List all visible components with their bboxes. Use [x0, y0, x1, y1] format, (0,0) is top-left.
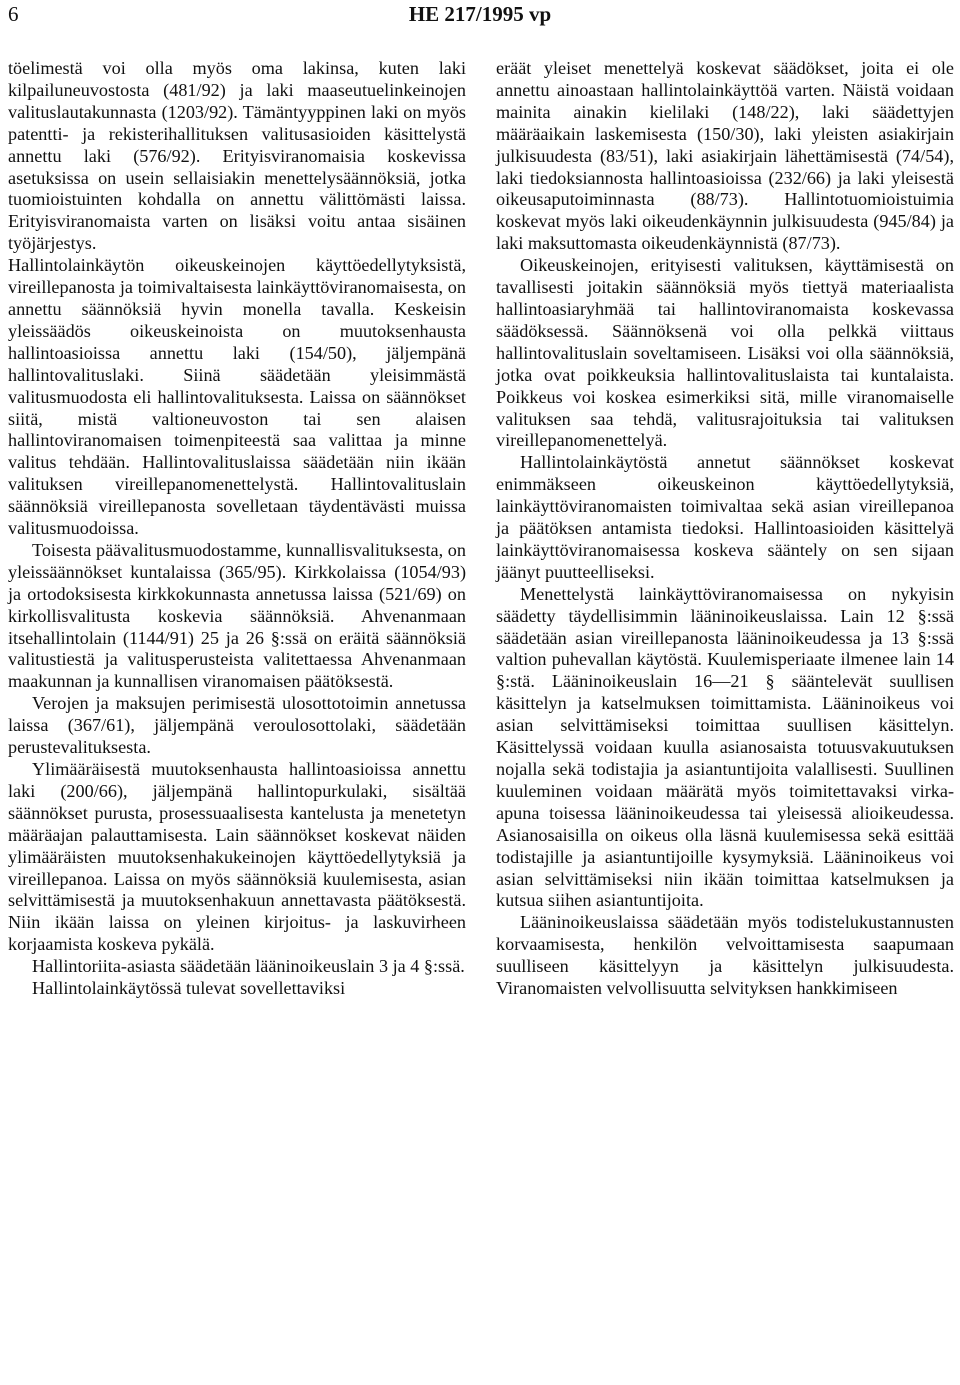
paragraph: Hallintolainkäytössä tulevat sovellettaviksi	[32, 978, 346, 999]
paragraph: Ylimääräisestä muutoksenhausta hallintoasioissa annettu laki (200/66), jäljempänä hallintopurkulaki, sisältää säännökset purusta, prosessuaalisesta kantelusta ja menetetyn määräajan palauttamisesta. Lain säännökset koskevat näiden ylimääräisten muutoksenhakukeinojen käyttöedellytyksiä ja vireillepanoa. Laissa on myös säännöksiä kuulemisesta, asian selvittämisestä ja muutoksenhakuun annettavasta päätöksestä. Niin ikään laissa on yleinen kirjoitus- ja laskuvirheen korjaamista koskeva pykälä.	[8, 759, 466, 955]
paragraph: Hallintolainkäytön oikeuskeinojen käyttöedellytyksistä, vireillepanosta ja toimivaltaisesta lainkäyttöviranomaisesta, on annettu säännöksiä hyvin monella tavalla. Keskeisin yleissäädös oikeuskeinoista on muutoksenhausta hallintoasioissa annettu laki (154/50), jäljempänä hallintovalituslaki. Siinä säädetään yleisimmästä valitusmuodosta eli hallintovalituksesta. Laissa on säännökset siitä, mistä valtioneuvoston tai sen alaisen hallintoviranomaisen toimenpiteestä saa valittaa ja minne valitus tehdään. Hallintovalituslaissa säädetään niin ikään valituksen vireillepanomenettelystä. Hallintovalituslain säännöksiä vireillepanosta sovelletaan täydentävästi muissa valitusmuodoissa.	[8, 255, 466, 539]
paragraph: Oikeuskeinojen, erityisesti valituksen, käyttämisestä on tavallisesti joitakin säännöksiä myös tiettyä materiaalista hallintoasiaryhmää tai hallintoviranomaista koskevassa säädöksessä. Säännöksenä voi olla pelkkä viittaus hallintovalituslain soveltamiseen. Lisäksi voi olla säännöksiä, jotka ovat poikkeuksia hallintovalituslaista tai kuntalaista. Poikkeus voi koskea esimerkiksi sitä, mille viranomaiselle valituksen saa tehdä, valitusrajoituksia tai valituksen vireillepanomenettelyä.	[496, 255, 954, 451]
page-header	[8, 2, 952, 30]
page-number: 6	[8, 2, 19, 26]
paragraph: Hallintoriita-asiasta säädetään lääninoikeuslain 3 ja 4 §:ssä.	[32, 956, 465, 977]
paragraph: Hallintolainkäytöstä annetut säännökset koskevat enimmäkseen oikeuskeinon käyttöedellytyksiä, lainkäyttöviranomaisten toimivaltaa sekä asian vireillepanoa ja päätöksen antamista tiedoksi. Hallintoasioiden käsittelyä lainkäyttöviranomaisessa koskeva sääntely on sen sijaan jäänyt puutteelliseksi.	[496, 452, 954, 582]
paragraph: Toisesta päävalitusmuodostamme, kunnallisvalituksesta, on yleissäännökset kuntalaissa (365/95). Kirkkolaissa (1054/93) ja ortodoksisesta kirkkokunnasta annetussa laissa (521/69) on kirkollisvalitusta koskevia säännöksiä. Ahvenanmaan itsehallintolain (1144/91) 25 ja 26 §:ssä on eräitä säännöksiä valitustiestä ja valitusperusteista valitettaessa Ahvenanmaan maakunnan ja kunnallisen viranomaisen päätöksestä.	[8, 539, 466, 692]
paragraph: Menettelystä lainkäyttöviranomaisessa on nykyisin säädetty täydellisimmin lääninoikeuslaissa. Lain 12 §:ssä säädetään asian vireillepanosta lääninoikeudessa ja 13 §:ssä valtion puhevallan käytöstä. Kuulemisperiaate ilmenee lain 14 §:stä. Lääninoikeuslain 16—21 § sääntelevät suullisen käsittelyn ja katselmuksen toimittamista. Lääninoikeus voi asian selvittämiseksi toimittaa suullisen käsittelyn. Käsittelyssä voidaan kuulla asianosaista totuusvakuutuksen nojalla sekä todistajia ja asiantuntijoita valallisesti. Suullinen kuuleminen voidaan määrätä myös toimitettavaksi virka-apuna toisessa lääninoikeudessa tai yleisessä alioikeudessa. Asianosaisilla on oikeus olla läsnä kuulemisessa sekä esittää todistajille ja asiantuntijoille kysymyksiä. Lääninoikeus voi asian selvittämiseksi niin ikään toimittaa katselmuksen ja kutsua siihen asiantuntijoita.	[496, 583, 954, 911]
right-column	[496, 58, 954, 1000]
paragraph: Verojen ja maksujen perimisestä ulosottotoimin annetussa laissa (367/61), jäljempänä veroulosottolaki, säädetään perustevalituksesta.	[8, 693, 466, 758]
paragraph: eräät yleiset menettelyä koskevat säädökset, joita ei ole annettu ainoastaan hallintolainkäyttöä varten. Näistä voidaan mainita ainakin kielilaki (148/22), laki säädettyjen määräaikain laskemisesta (150/30), laki yleisten asiakirjain julkisuudesta (83/51), laki asiakirjain lähettämisestä (74/54), laki tiedoksiannosta hallintoasioissa (232/66) ja laki yleisestä oikeusaputoiminnasta (88/73). Hallintotuomioistuimia koskevat myös laki oikeudenkäynnin julkisuudesta (945/84) ja laki maksuttomasta oikeudenkäynnistä (87/73).	[496, 58, 954, 254]
left-column	[8, 58, 466, 1000]
document-id: HE 217/1995 vp	[408, 2, 552, 26]
paragraph: töelimestä voi olla myös oma lakinsa, kuten laki kilpailuneuvostosta (481/92) ja laki maaseutuelinkeinojen valituslautakunnasta (1203/92). Tämäntyyppinen laki on myös patentti- ja rekisterihallituksen valitusasioiden käsittelystä annettu laki (576/92). Erityisviranomaisia koskevissa asetuksissa on usein sellaisiakin menettelysäännöksiä, jotka tuomioistuinten kohdalla on annettu välittömästi laissa. Erityisviranomaista varten on lisäksi voitu antaa sisäinen työjärjestys.	[8, 58, 466, 254]
paragraph: Lääninoikeuslaissa säädetään myös todistelukustannusten korvaamisesta, henkilön velvoittamisesta saapumaan suulliseen käsittelyyn ja käsittelyn julkisuudesta. Viranomaisten velvollisuutta selvityksen hankkimiseen	[496, 912, 954, 999]
